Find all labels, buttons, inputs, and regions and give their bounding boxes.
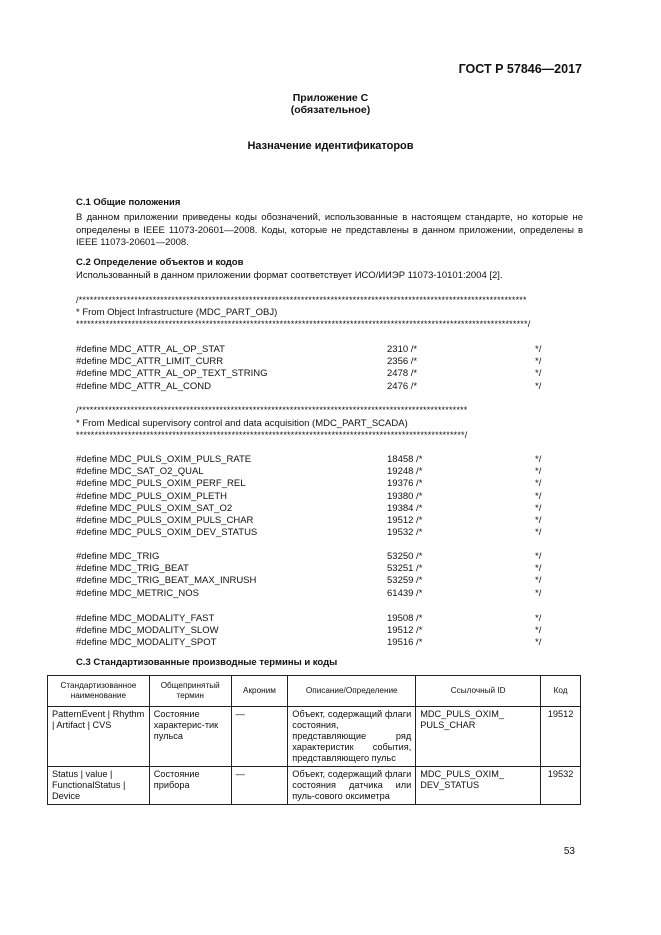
define-comment-end: */: [535, 478, 542, 490]
annex-title: Приложение С: [292, 92, 369, 104]
define-value: 53259 /*: [387, 575, 423, 587]
define-comment-end: */: [535, 613, 542, 624]
define-value: 19508 /*: [387, 613, 423, 624]
standard-header: ГОСТ Р 57846—2017: [458, 62, 582, 76]
block1-close-comment: **************************************************************************************************************************/: [76, 319, 531, 329]
section-c2-heading: С.2 Определение объектов и кодов: [76, 257, 244, 268]
page-number: 53: [563, 846, 575, 857]
table-cell: Состояние характерис-тик пульса: [149, 707, 231, 767]
section-c1-heading: С.1 Общие положения: [76, 197, 181, 208]
define-value: 53251 /*: [387, 563, 423, 575]
section-c3-heading: С.3 Стандартизованные производные термины и коды: [76, 657, 338, 668]
define-name: #define MDC_PULS_OXIM_PERF_REL: [76, 478, 246, 490]
table-cell: Объект, содержащий флаги состояния, представляющие ряд характеристик события, представляющего пульс: [288, 707, 416, 767]
define-value: 18458 /*: [387, 454, 423, 465]
define-value: 19532 /*: [387, 527, 423, 539]
table-cell: 19532: [541, 767, 581, 805]
define-name: #define MDC_TRIG_BEAT: [76, 563, 189, 575]
define-name: #define MDC_ATTR_AL_COND: [76, 380, 211, 392]
define-comment-end: */: [535, 380, 542, 392]
section-c1-text: [76, 212, 583, 250]
define-comment-end: */: [535, 637, 542, 649]
column-header: Код: [541, 676, 581, 707]
define-name: #define MDC_MODALITY_SPOT: [76, 637, 217, 649]
table-cell: Состояние прибора: [149, 767, 231, 805]
section-c1-paragraph: В данном приложении приведены коды обозначений, использованные в настоящем стандарте, но которые не определены в IEEE 11073-20601—2008. Коды, которые не представлены в данном приложении, определены в IEEE 11073-20601—2008.: [76, 212, 583, 249]
define-comment-end: */: [535, 466, 542, 478]
table-row: [48, 707, 581, 767]
block1-open-comment: /*************************************************************************************************************************: [76, 295, 527, 305]
annex-subtitle: (обязательное): [290, 104, 371, 116]
define-value: 2356 /*: [387, 356, 418, 368]
define-comment-end: */: [535, 551, 542, 562]
define-comment-end: */: [535, 587, 542, 599]
define-name: #define MDC_SAT_O2_QUAL: [76, 466, 204, 478]
define-comment-end: */: [535, 514, 542, 526]
table-cell: Объект, содержащий флаги состояния датчика или пуль-сового оксиметра: [288, 767, 416, 805]
define-name: #define MDC_ATTR_AL_OP_STAT: [76, 344, 225, 355]
define-value: 2476 /*: [387, 380, 418, 392]
block2-open-comment: /*********************************************************************************************************: [76, 405, 468, 415]
define-name: #define MDC_METRIC_NOS: [76, 587, 200, 599]
define-name: #define MDC_PULS_OXIM_PULS_CHAR: [76, 514, 254, 526]
define-value: 19516 /*: [387, 637, 423, 649]
table-cell: 19512: [541, 707, 581, 767]
define-comment-end: */: [535, 625, 542, 637]
block2-close-comment: *********************************************************************************************************/: [76, 430, 468, 440]
define-comment-end: */: [535, 344, 542, 355]
table-cell: Status | value | FunctionalStatus | Device: [48, 767, 150, 805]
define-comment-end: */: [535, 575, 542, 587]
section-c2-text: Использованный в данном приложении формат соответствует ИСО/ИИЭР 11073-10101:2004 [2].: [76, 270, 503, 281]
define-name: #define MDC_MODALITY_SLOW: [76, 625, 219, 637]
define-name: #define MDC_PULS_OXIM_PLETH: [76, 490, 228, 502]
annex-heading: [0, 92, 661, 116]
define-name: #define MDC_PULS_OXIM_PULS_RATE: [76, 454, 252, 465]
terms-table: [47, 675, 581, 805]
define-comment-end: */: [535, 368, 542, 380]
column-header: Описание/Определение: [288, 676, 416, 707]
define-comment-end: */: [535, 502, 542, 514]
define-value: 53250 /*: [387, 551, 423, 562]
block2-label: * From Medical supervisory control and data acquisition (MDC_PART_SCADA): [76, 418, 408, 429]
column-header: Общепринятый термин: [149, 676, 231, 707]
column-header: Стандартизованное наименование: [48, 676, 150, 707]
define-comment-end: */: [535, 563, 542, 575]
block1-label: * From Object Infrastructure (MDC_PART_OBJ): [76, 307, 278, 318]
page-title: Назначение идентификаторов: [247, 140, 414, 152]
table-row: [48, 767, 581, 805]
define-value: 19376 /*: [387, 478, 423, 490]
define-name: #define MDC_TRIG_BEAT_MAX_INRUSH: [76, 575, 257, 587]
define-name: #define MDC_ATTR_AL_OP_TEXT_STRING: [76, 368, 268, 380]
define-value: 61439 /*: [387, 587, 423, 599]
column-header: Акроним: [231, 676, 288, 707]
define-value: 19512 /*: [387, 625, 423, 637]
define-value: 2478 /*: [387, 368, 418, 380]
define-value: 2310 /*: [387, 344, 418, 355]
table-cell: PatternEvent | Rhythm | Artifact | CVS: [48, 707, 150, 767]
define-name: #define MDC_PULS_OXIM_SAT_O2: [76, 502, 233, 514]
define-comment-end: */: [535, 454, 542, 465]
column-header: Ссылочный ID: [416, 676, 541, 707]
define-name: #define MDC_ATTR_LIMIT_CURR: [76, 356, 224, 368]
table-cell: MDC_PULS_OXIM_ DEV_STATUS: [416, 767, 541, 805]
define-comment-end: */: [535, 356, 542, 368]
define-comment-end: */: [535, 490, 542, 502]
table-cell: —: [231, 767, 288, 805]
table-header-row: [48, 676, 581, 707]
table-cell: MDC_PULS_OXIM_ PULS_CHAR: [416, 707, 541, 767]
define-value: 19248 /*: [387, 466, 423, 478]
define-value: 19380 /*: [387, 490, 423, 502]
table-cell: —: [231, 707, 288, 767]
define-value: 19512 /*: [387, 514, 423, 526]
define-value: 19384 /*: [387, 502, 423, 514]
define-name: #define MDC_PULS_OXIM_DEV_STATUS: [76, 527, 258, 539]
define-name: #define MDC_MODALITY_FAST: [76, 613, 215, 624]
define-name: #define MDC_TRIG: [76, 551, 160, 562]
define-comment-end: */: [535, 527, 542, 539]
